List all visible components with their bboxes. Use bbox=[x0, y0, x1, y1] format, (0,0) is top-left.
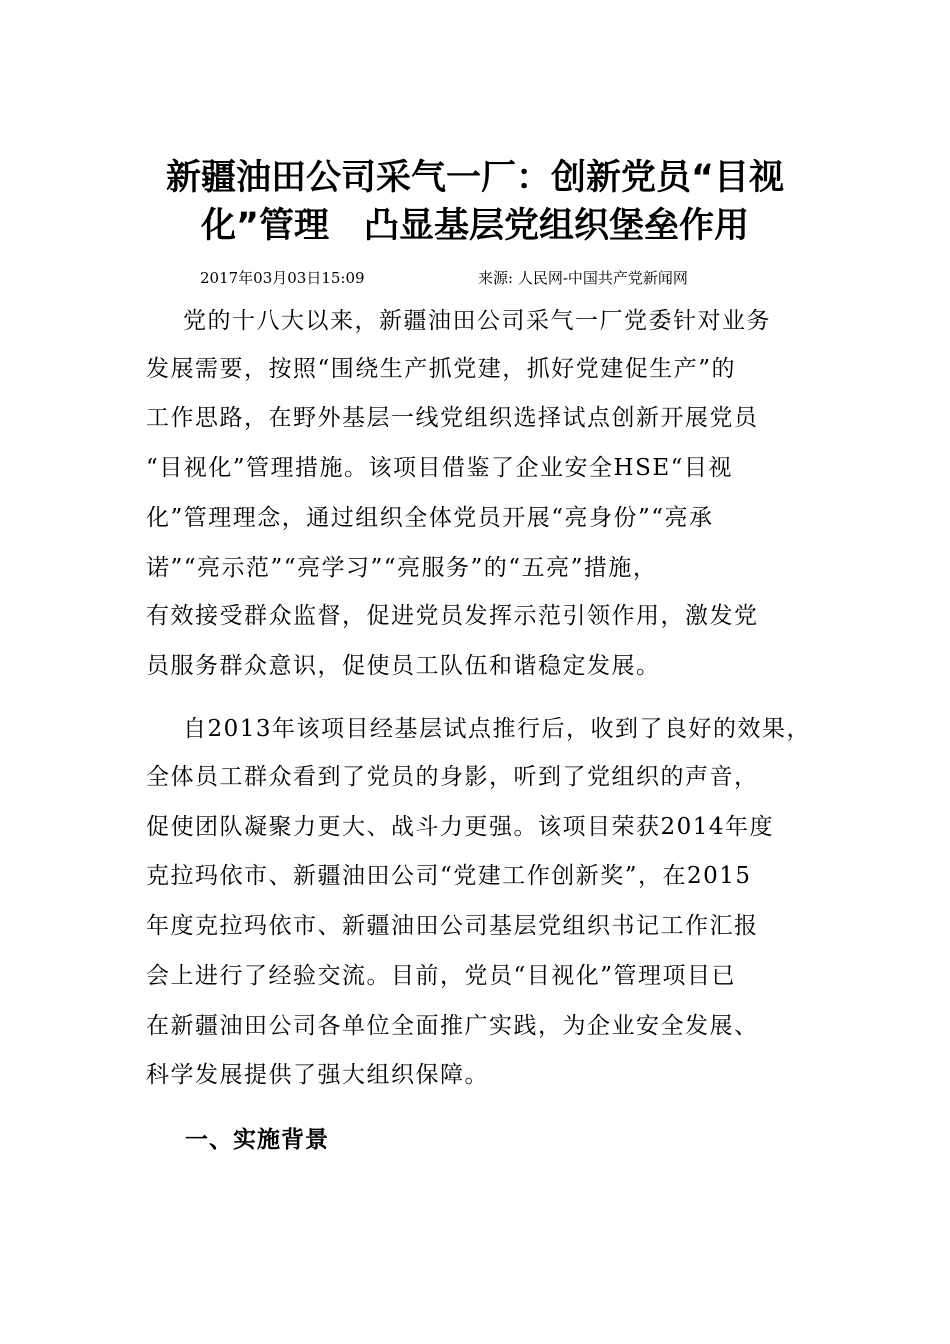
article-title-line-1: 新疆油田公司采气一厂：创新党员“目视 bbox=[165, 158, 784, 198]
paragraph-1-line: “目视化”管理措施。该项目借鉴了企业安全HSE“目视 bbox=[146, 455, 733, 481]
paragraph-1-line: 有效接受群众监督，促进党员发挥示范引领作用，激发党 bbox=[146, 603, 759, 629]
paragraph-2-line: 自2013年该项目经基层试点推行后，收到了良好的效果， bbox=[183, 716, 812, 742]
paragraph-2-line: 会上进行了经验交流。目前，党员“目视化”管理项目已 bbox=[146, 963, 737, 989]
section-heading: 一、实施背景 bbox=[185, 1127, 329, 1153]
paragraph-1-line: 化”管理理念，通过组织全体党员开展“亮身份”“亮承 bbox=[146, 505, 714, 531]
article-title-line-2: 化”管理 凸显基层党组织堡垒作用 bbox=[200, 206, 749, 246]
paragraph-1-line: 员服务群众意识，促使员工队伍和谐稳定发展。 bbox=[146, 653, 661, 679]
paragraph-2-line: 促使团队凝聚力更大、战斗力更强。该项目荣获2014年度 bbox=[146, 814, 775, 840]
paragraph-2-line: 全体员工群众看到了党员的身影，听到了党组织的声音， bbox=[146, 764, 759, 790]
paragraph-2-line: 克拉玛依市、新疆油田公司“党建工作创新奖”，在2015 bbox=[146, 863, 752, 889]
article-source: 来源: 人民网-中国共产党新闻网 bbox=[478, 269, 688, 287]
paragraph-1-line: 党的十八大以来，新疆油田公司采气一厂党委针对业务 bbox=[183, 308, 771, 334]
paragraph-1-line: 工作思路，在野外基层一线党组织选择试点创新开展党员 bbox=[146, 405, 759, 431]
paragraph-2-line: 年度克拉玛依市、新疆油田公司基层党组织书记工作汇报 bbox=[146, 913, 759, 939]
paragraph-2-line: 科学发展提供了强大组织保障。 bbox=[146, 1062, 489, 1088]
article-date: 2017年03月03日15:09 bbox=[200, 269, 365, 287]
paragraph-2-line: 在新疆油田公司各单位全面推广实践，为企业安全发展、 bbox=[146, 1013, 759, 1039]
paragraph-1-line: 发展需要，按照“围绕生产抓党建，抓好党建促生产”的 bbox=[146, 356, 737, 382]
paragraph-1-line: 诺”“亮示范”“亮学习”“亮服务”的“五亮”措施， bbox=[146, 555, 658, 581]
